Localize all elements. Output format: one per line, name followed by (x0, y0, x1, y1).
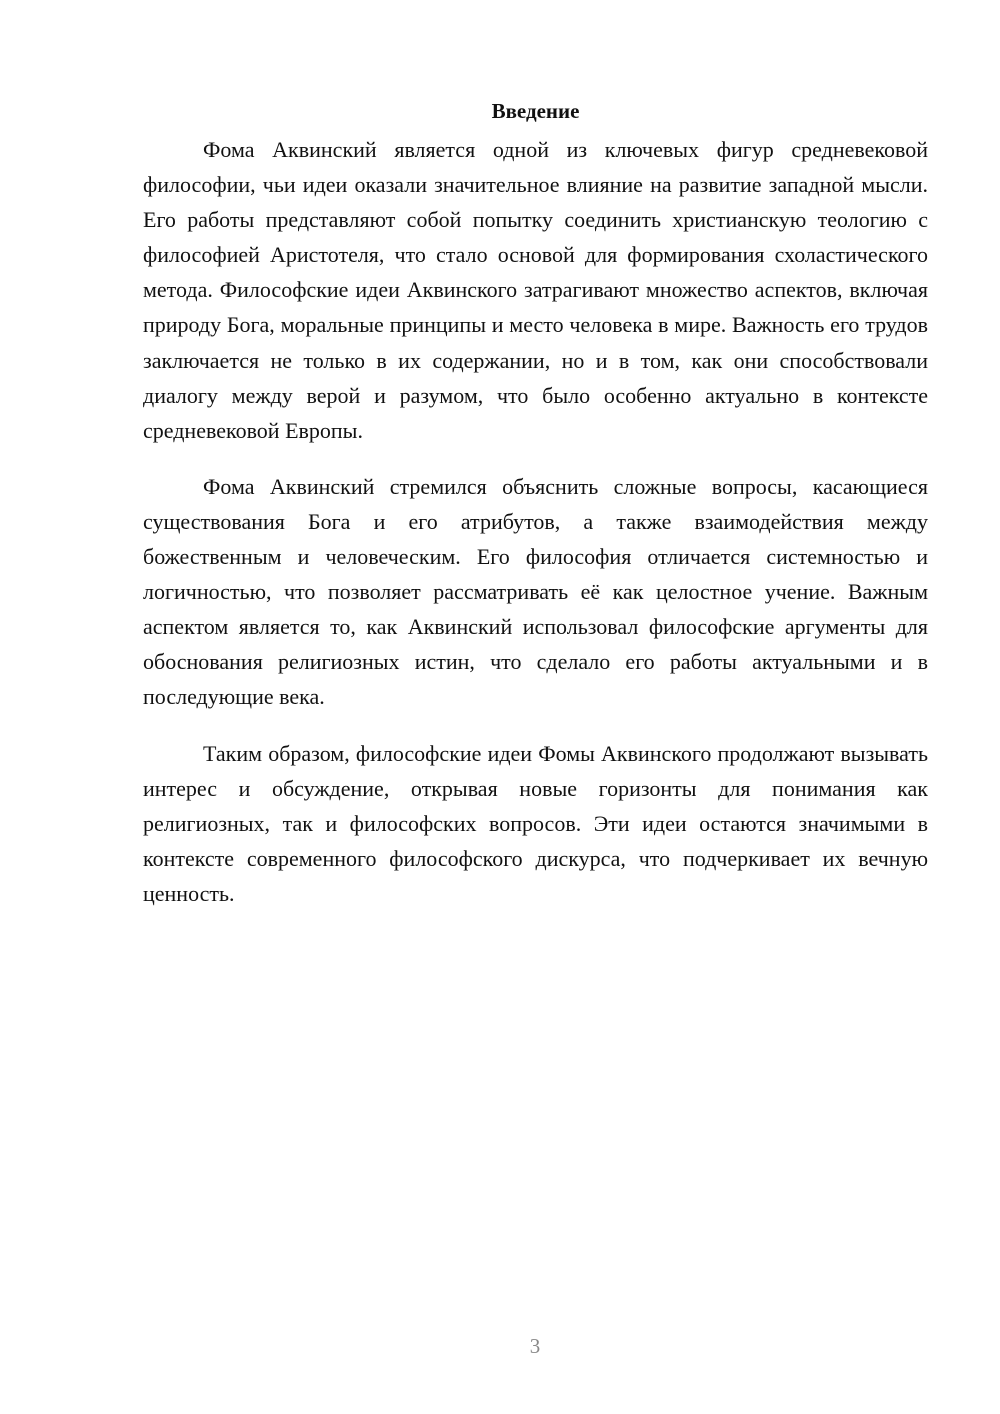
paragraph-1: Фома Аквинский является одной из ключевых фигур средневековой философии, чьи идеи оказали значительное влияние на развитие западной мысли. Его работы представляют собой попытку соединить христианскую теологию с философией Аристотеля, что стало основой для формирования схоластического метода. Философские идеи Аквинского затрагивают множество аспектов, включая природу Бога, моральные принципы и место человека в мире. Важность его трудов заключается не только в их содержании, но и в том, как они способствовали диалогу между верой и разумом, что было особенно актуально в контексте средневековой Европы. (143, 137, 928, 443)
page-number: 3 (529, 1334, 541, 1358)
paragraph-3: Таким образом, философские идеи Фомы Аквинского продолжают вызывать интерес и обсуждение, открывая новые горизонты для понимания как религиозных, так и философских вопросов. Эти идеи остаются значимыми в контексте современного философского дискурса, что подчеркивает их вечную ценность. (143, 740, 928, 906)
page-title: Введение (491, 99, 580, 123)
page-content (143, 96, 928, 932)
paragraph-2: Фома Аквинский стремился объяснить сложные вопросы, касающиеся существования Бога и его атрибутов, а также взаимодействия между божественным и человеческим. Его философия отличается системностью и логичностью, что позволяет рассматривать её как целостное учение. Важным аспектом является то, как Аквинский использовал философские аргументы для обоснования религиозных истин, что сделало его работы актуальными и в последующие века. (143, 473, 928, 710)
